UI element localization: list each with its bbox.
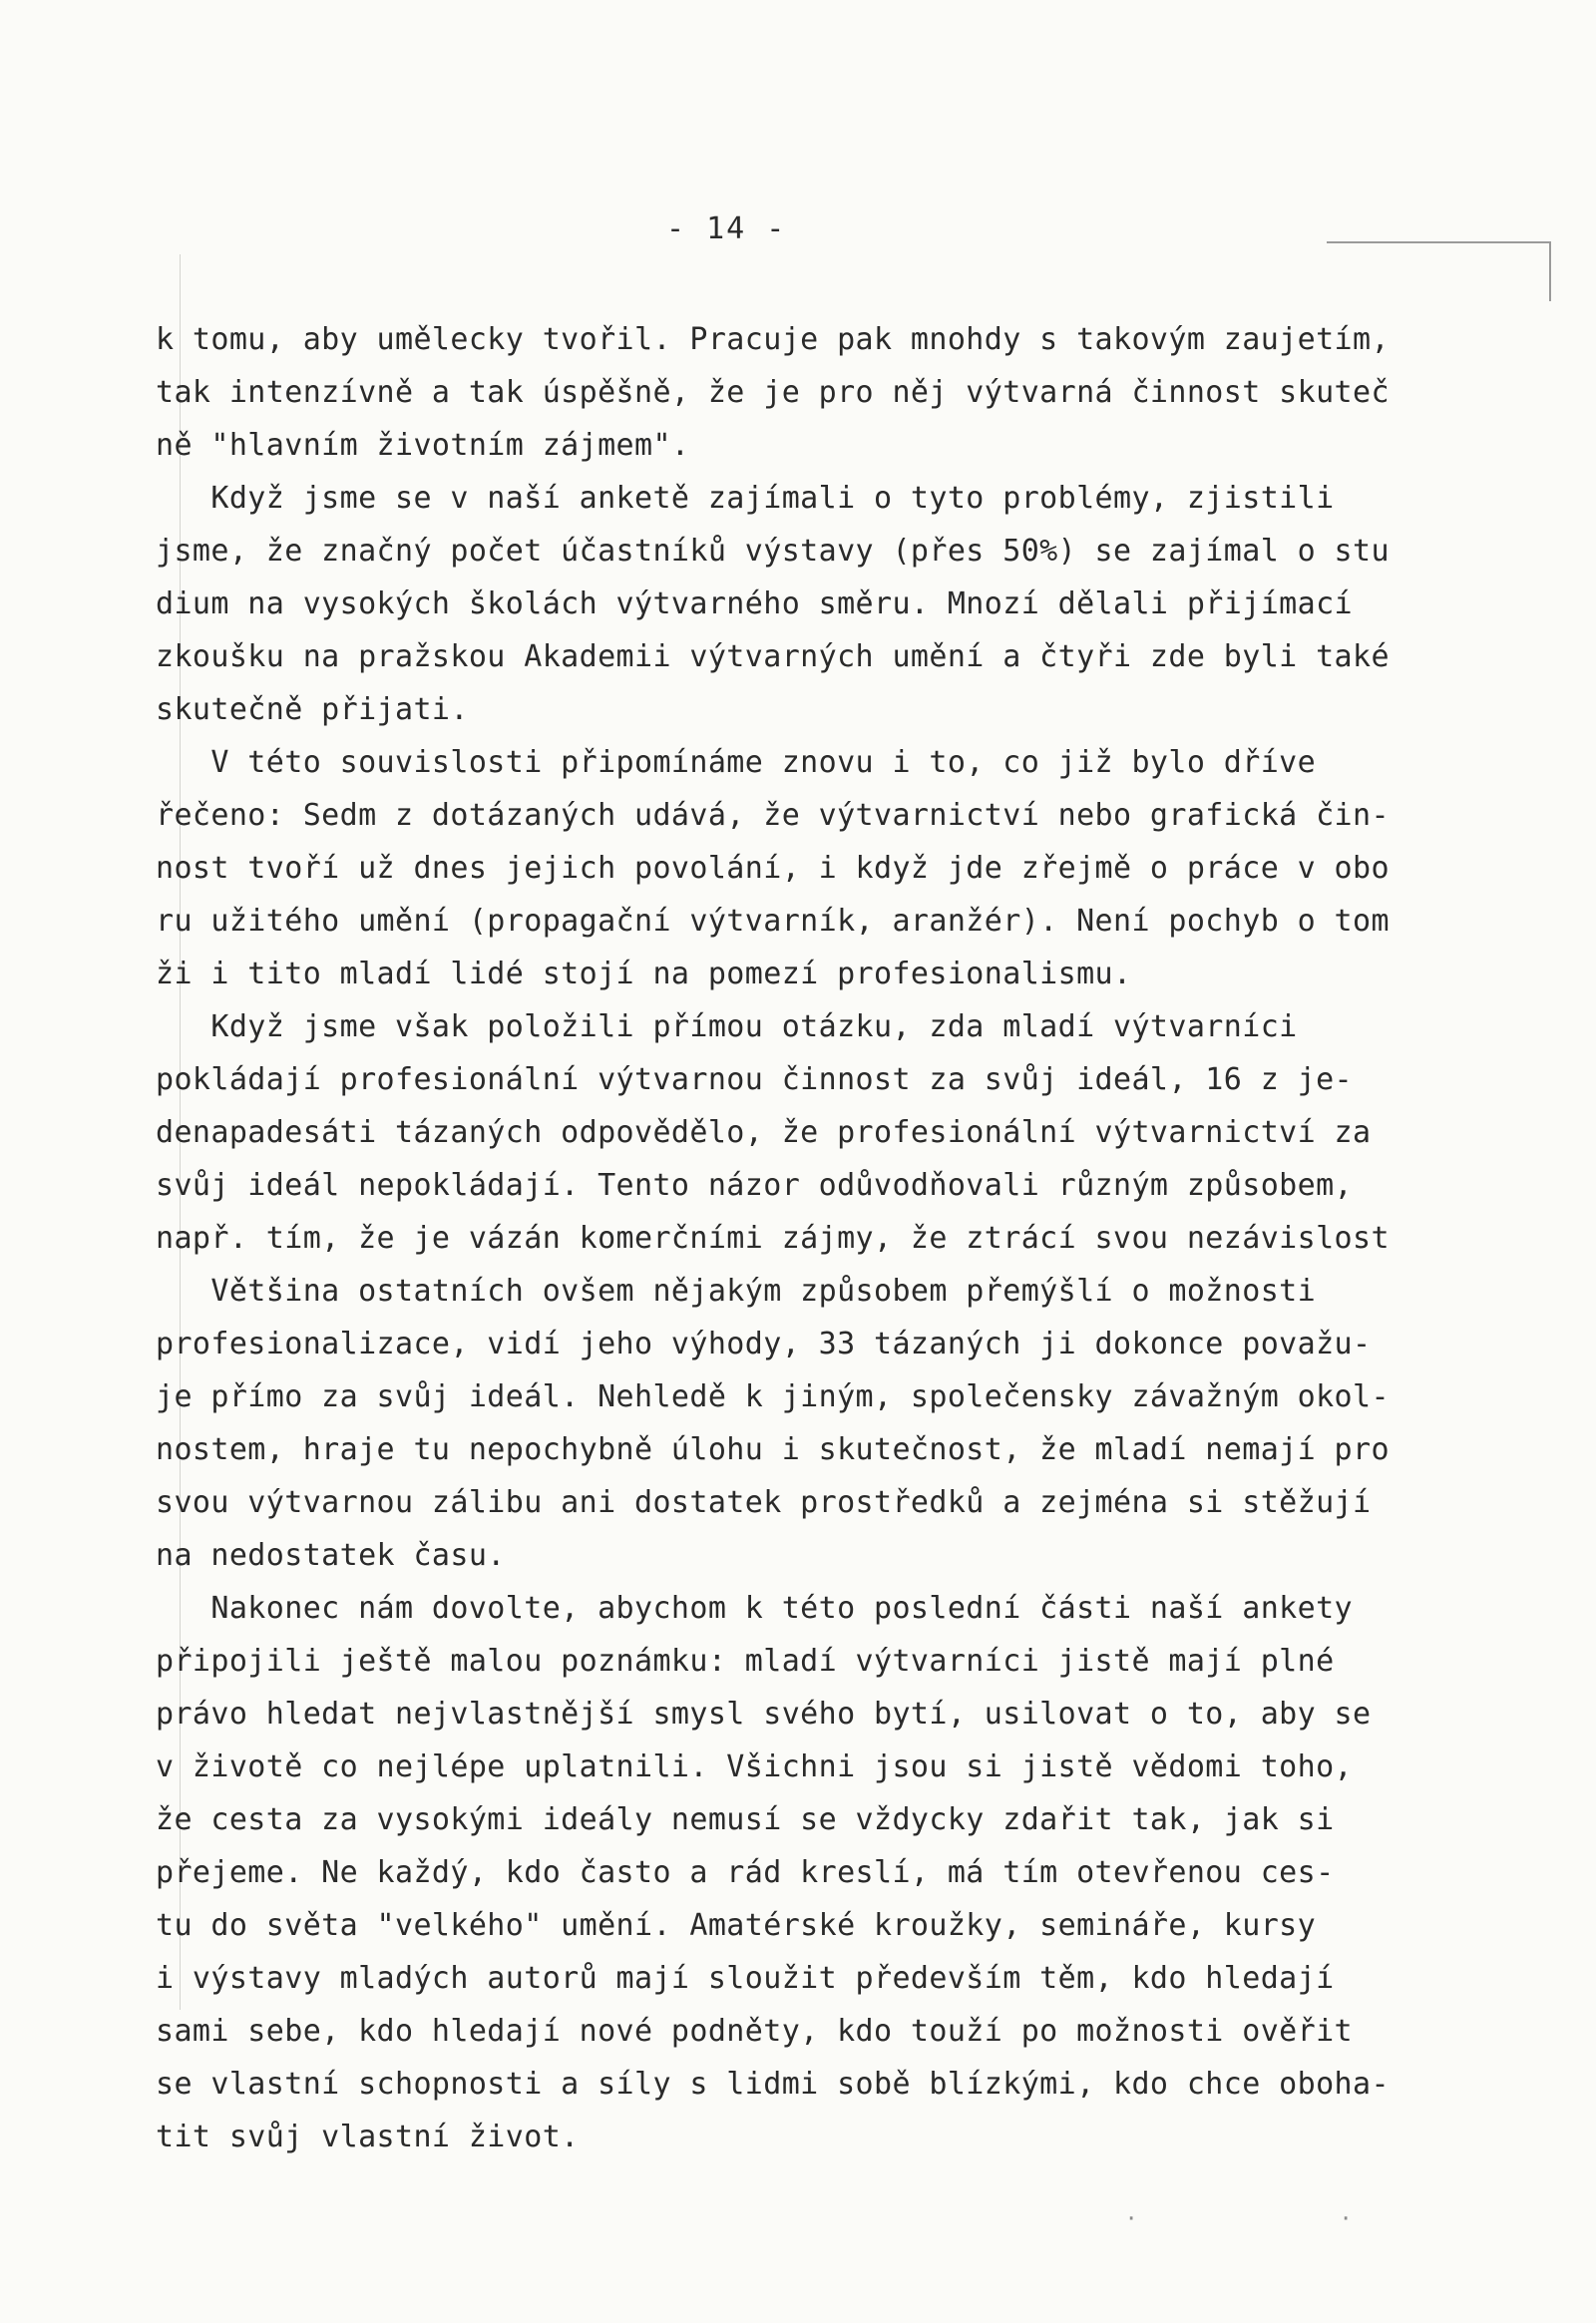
text-line: sami sebe, kdo hledají nové podněty, kdo touží po možnosti ověřit (156, 2014, 1353, 2049)
text-line: Nakonec nám dovolte, abychom k této poslední části naší ankety (156, 1591, 1353, 1626)
text-line: dium na vysokých školách výtvarného směru. Mnozí dělali přijímací (156, 586, 1353, 621)
text-line: V této souvislosti připomínáme znovu i to, co již bylo dříve (156, 745, 1317, 780)
text-line: svůj ideál nepokládají. Tento názor odůvodňovali různým způsobem, (156, 1168, 1353, 1203)
text-line: je přímo za svůj ideál. Nehledě k jiným, společensky závažným okol- (156, 1379, 1390, 1414)
text-line: ži i tito mladí lidé stojí na pomezí profesionalismu. (156, 957, 1132, 991)
text-line: i výstavy mladých autorů mají sloužit především těm, kdo hledají (156, 1961, 1335, 1996)
text-line: že cesta za vysokými ideály nemusí se vždycky zdařit tak, jak si (156, 1802, 1335, 1837)
text-line: skutečně přijati. (156, 692, 469, 727)
ink-speck: · (1342, 2204, 1351, 2234)
text-line: Když jsme však položili přímou otázku, zda mladí výtvarníci (156, 1009, 1298, 1044)
text-line: jsme, že značný počet účastníků výstavy (přes 50%) se zajímal o stu (156, 534, 1390, 569)
text-line: tit svůj vlastní život. (156, 2120, 580, 2154)
text-line: svou výtvarnou zálibu ani dostatek prostředků a zejména si stěžují (156, 1485, 1372, 1520)
text-line: k tomu, aby umělecky tvořil. Pracuje pak mnohdy s takovým zaujetím, (156, 322, 1390, 357)
text-line: zkoušku na pražskou Akademii výtvarných umění a čtyři zde byli také (156, 639, 1390, 674)
text-line: Když jsme se v naší anketě zajímali o tyto problémy, zjistili (156, 481, 1335, 516)
text-line: právo hledat nejvlastnější smysl svého bytí, usilovat o to, aby se (156, 1697, 1372, 1732)
text-line: např. tím, že je vázán komerčními zájmy, že ztrácí svou nezávislost (156, 1221, 1390, 1256)
text-line: ně "hlavním životním zájmem". (156, 428, 690, 463)
text-line: ru užitého umění (propagační výtvarník, aranžér). Není pochyb o tom (156, 904, 1390, 939)
text-line: připojili ještě malou poznámku: mladí výtvarníci jistě mají plné (156, 1644, 1335, 1679)
text-line: řečeno: Sedm z dotázaných udává, že výtvarnictví nebo grafická čin- (156, 798, 1390, 833)
text-line: se vlastní schopnosti a síly s lidmi sobě blízkými, kdo chce oboha- (156, 2067, 1390, 2102)
text-line: denapadesáti tázaných odpovědělo, že profesionální výtvarnictví za (156, 1115, 1372, 1150)
text-line: na nedostatek času. (156, 1538, 506, 1573)
text-line: tu do světa "velkého" umění. Amatérské kroužky, semináře, kursy (156, 1908, 1317, 1943)
header-rule-tick (1549, 241, 1551, 301)
text-line: pokládají profesionální výtvarnou činnost za svůj ideál, 16 z je- (156, 1062, 1353, 1097)
text-line: nost tvoří už dnes jejich povolání, i když jde zřejmě o práce v obo (156, 851, 1390, 886)
text-line: přejeme. Ne každý, kdo často a rád kreslí, má tím otevřenou ces- (156, 1855, 1335, 1890)
text-line: tak intenzívně a tak úspěšně, že je pro něj výtvarná činnost skuteč (156, 375, 1390, 410)
ink-speck: · (1127, 2204, 1136, 2234)
page-number: - 14 - (666, 211, 787, 246)
header-rule (1327, 241, 1551, 243)
text-line: nostem, hraje tu nepochybně úlohu i skutečnost, že mladí nemají pro (156, 1432, 1390, 1467)
body-text (156, 313, 1592, 2163)
text-line: profesionalizace, vidí jeho výhody, 33 tázaných ji dokonce považu- (156, 1327, 1372, 1361)
text-line: Většina ostatních ovšem nějakým způsobem přemýšlí o možnosti (156, 1274, 1317, 1309)
text-line: v životě co nejlépe uplatnili. Všichni jsou si jistě vědomi toho, (156, 1749, 1353, 1784)
